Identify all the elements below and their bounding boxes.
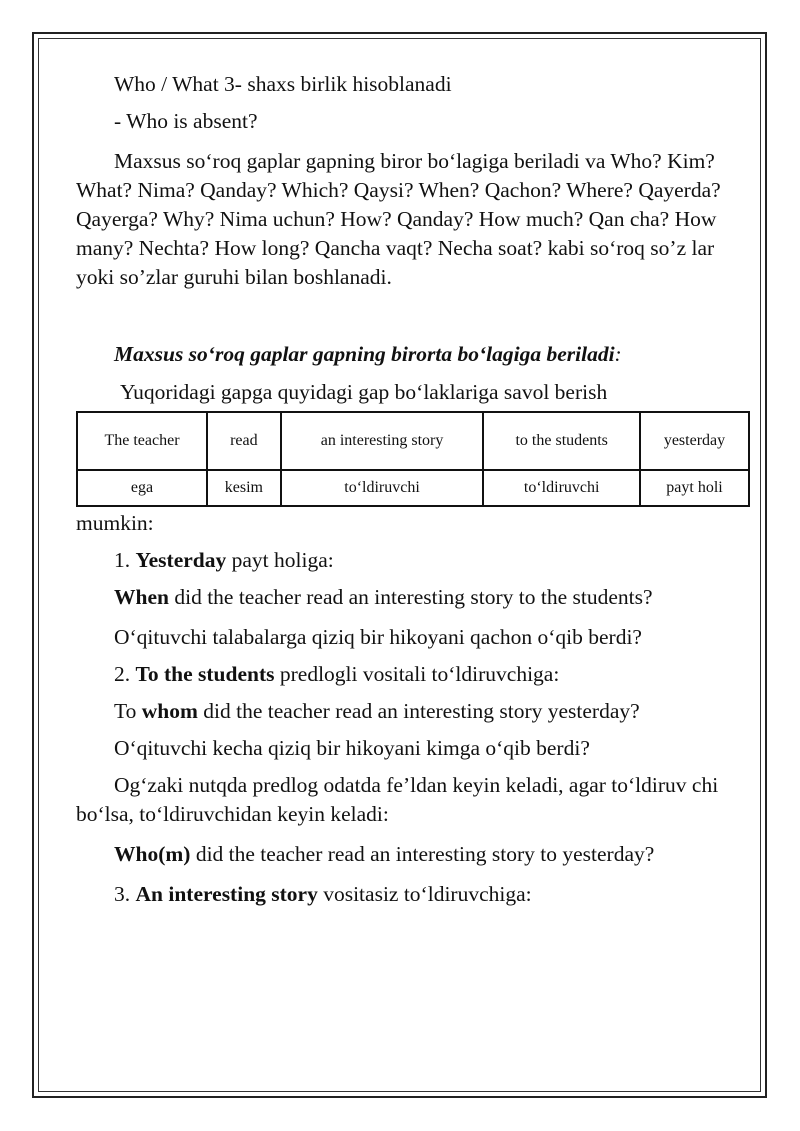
- question-prefix: To: [114, 699, 142, 723]
- item-keyword: To the students: [135, 662, 275, 686]
- item-3-title: [76, 880, 750, 909]
- item-number: 2.: [114, 662, 136, 686]
- item-number: 1.: [114, 548, 136, 572]
- table-cell: an interesting story: [281, 412, 484, 470]
- table-cell: read: [207, 412, 281, 470]
- table-cell: payt holi: [640, 470, 749, 506]
- item-2-translation: Oʻqituvchi kecha qiziq bir hikoyani kimga oʻqib berdi?: [114, 736, 590, 760]
- question-word: When: [114, 585, 169, 609]
- intro-line: Yuqoridagi gapga quyidagi gap boʻlaklariga savol berish: [120, 380, 608, 404]
- item-2-question-2: [76, 840, 750, 869]
- table-cell: yesterday: [640, 412, 749, 470]
- item-keyword: Yesterday: [135, 548, 227, 572]
- question-text: did the teacher read an interesting story to yesterday?: [190, 842, 655, 866]
- item-text: vositasiz toʻldiruvchiga:: [317, 882, 532, 906]
- table-cell: to the students: [483, 412, 640, 470]
- table-row-words: [77, 412, 749, 470]
- item-text: predlogli vositali toʻldiruvchiga:: [274, 662, 560, 686]
- table-cell: ega: [77, 470, 207, 506]
- sentence-parts-table: [76, 411, 750, 507]
- table-cell: kesim: [207, 470, 281, 506]
- section-heading: [76, 340, 750, 369]
- item-2-title: [76, 660, 750, 689]
- special-questions-paragraph: Maxsus soʻroq gaplar gapning biror boʻlagiga beriladi va Who? Kim? What? Nima? Qanday? Which? Qaysi? When? Qachon? Where? Qayerda? Qayerga? Why? Nima uchun? How? Qanday? How much? Qan cha? How many? Nechta? How long? Qancha vaqt? Necha soat? kabi soʻroq soʼz lar yoki soʼzlar guruhi bilan boshlanadi.: [76, 149, 721, 289]
- question-text: did the teacher read an interesting story yesterday?: [197, 699, 640, 723]
- who-absent-example: - Who is absent?: [114, 109, 258, 133]
- item-1-title: [76, 546, 750, 575]
- page-content: [76, 70, 750, 909]
- section-heading-text: Maxsus soʻroq gaplar gapning birorta boʻlagiga beriladi: [114, 342, 615, 366]
- table-cell: toʻldiruvchi: [281, 470, 484, 506]
- question-text: did the teacher read an interesting story to the students?: [168, 585, 653, 609]
- table-cell: toʻldiruvchi: [483, 470, 640, 506]
- item-number: 3.: [114, 882, 136, 906]
- question-word: whom: [141, 699, 198, 723]
- item-2-question: [76, 697, 750, 726]
- item-1-question: [76, 583, 750, 612]
- table-row-roles: [77, 470, 749, 506]
- who-what-line: Who / What 3- shaxs birlik hisoblanadi: [114, 72, 452, 96]
- item-text: payt holiga:: [226, 548, 334, 572]
- section-heading-colon: :: [614, 342, 622, 366]
- item-1-translation: Oʻqituvchi talabalarga qiziq bir hikoyani qachon oʻqib berdi?: [114, 625, 642, 649]
- item-keyword: An interesting story: [135, 882, 318, 906]
- after-table-text: mumkin:: [76, 511, 154, 535]
- table-cell: The teacher: [77, 412, 207, 470]
- question-word: Who(m): [114, 842, 191, 866]
- item-2-note: Ogʻzaki nutqda predlog odatda feʼldan keyin keladi, agar toʻldiruv chi boʻlsa, toʻldiruvchidan keyin keladi:: [76, 773, 719, 826]
